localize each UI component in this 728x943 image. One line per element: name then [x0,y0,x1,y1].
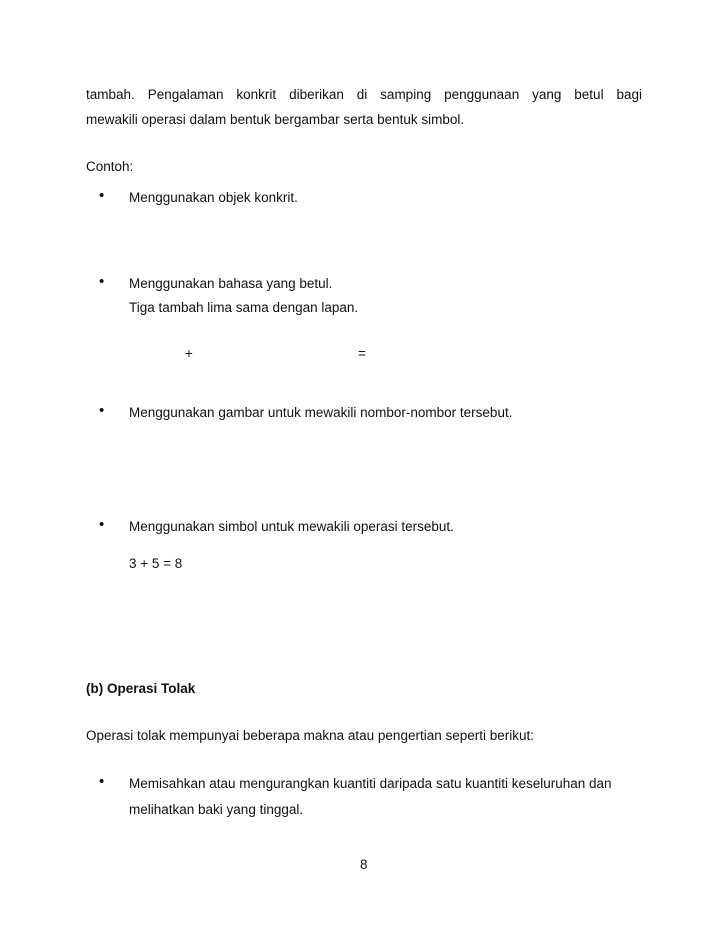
list-item-text: melihatkan baki yang tinggal. [129,802,304,817]
list-item-text: Menggunakan bahasa yang betul. [129,276,333,291]
paragraph-line: tambah. Pengalaman konkrit diberikan di samping penggunaan yang betul bagi [86,87,642,102]
equals-sign: = [358,346,366,361]
equation-text: 3 + 5 = 8 [129,556,183,571]
plus-sign: + [185,346,193,361]
bullet-marker: • [99,187,105,204]
bullet-marker: • [99,773,105,790]
bullet-marker: • [99,402,105,419]
paragraph-line: mewakili operasi dalam bentuk bergambar serta bentuk simbol. [86,112,465,127]
list-item-text: Menggunakan objek konkrit. [129,190,298,205]
section-heading: (b) Operasi Tolak [86,681,196,696]
list-item-subtext: Tiga tambah lima sama dengan lapan. [129,300,359,315]
example-heading: Contoh: [86,159,134,174]
section-intro: Operasi tolak mempunyai beberapa makna atau pengertian seperti berikut: [86,728,535,743]
list-item-text: Memisahkan atau mengurangkan kuantiti daripada satu kuantiti keseluruhan dan [129,776,612,791]
list-item-text: Menggunakan gambar untuk mewakili nombor-nombor tersebut. [129,405,513,420]
bullet-marker: • [99,516,105,533]
list-item-text: Menggunakan simbol untuk mewakili operasi tersebut. [129,519,454,534]
page-number: 8 [360,857,368,872]
bullet-marker: • [99,273,105,290]
